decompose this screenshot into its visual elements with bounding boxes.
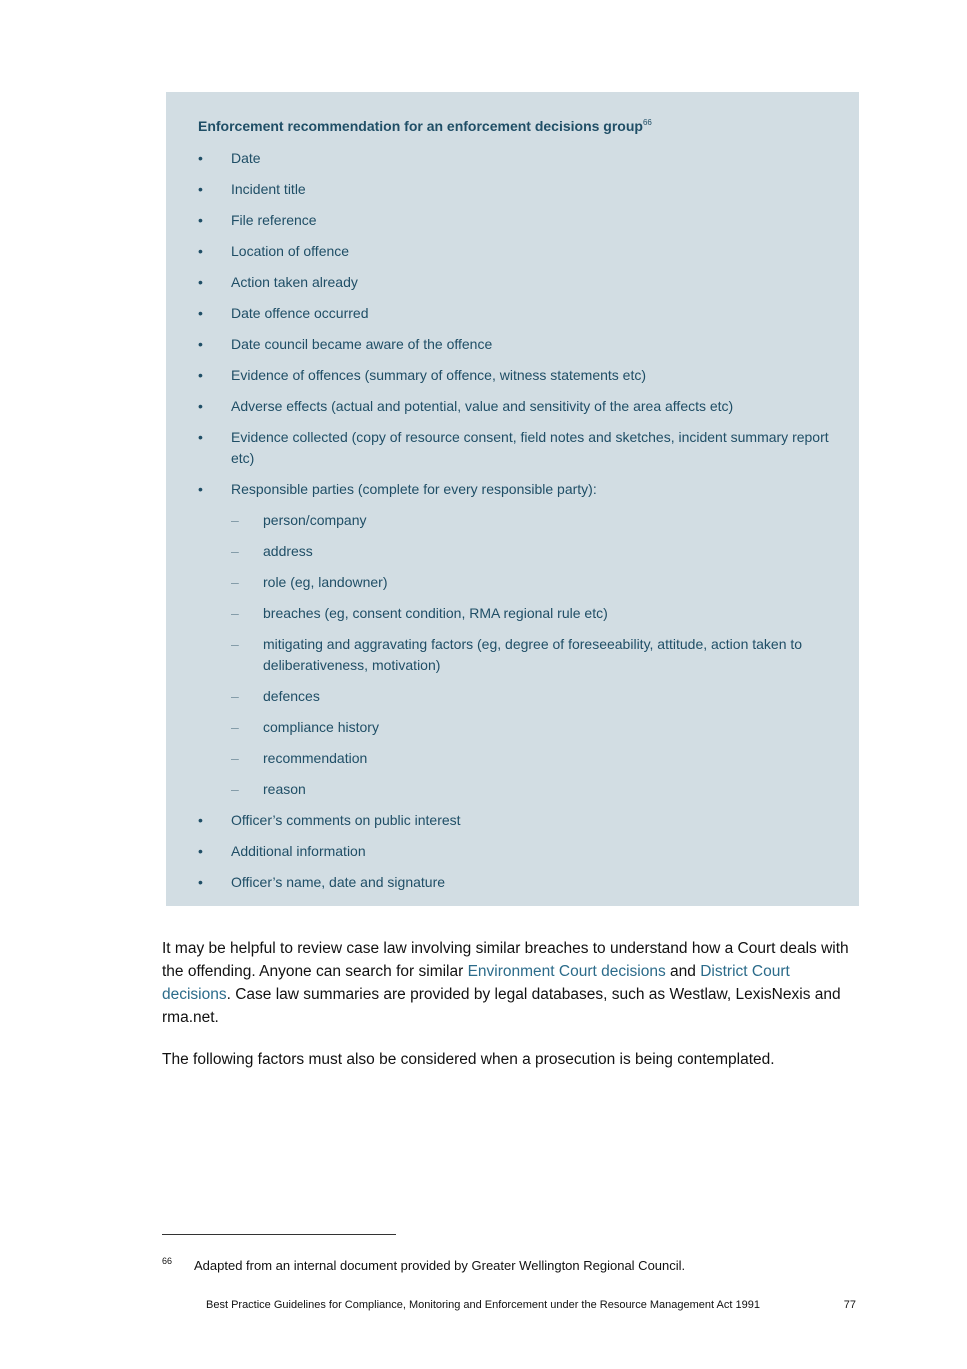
paragraph-text: . Case law summaries are provided by legal databases, such as Westlaw, LexisNexis and rma.net. (162, 986, 841, 1026)
bullet-icon: • (198, 812, 203, 828)
list-item-responsible-parties (198, 479, 829, 800)
environment-court-link[interactable]: Environment Court decisions (467, 963, 666, 980)
list-item (198, 427, 829, 469)
bullet-icon: • (198, 398, 203, 414)
bullet-icon: • (198, 843, 203, 859)
bullet-icon: • (198, 429, 203, 445)
list-item-text: Adverse effects (actual and potential, value and sensitivity of the area affects etc) (231, 398, 734, 414)
factors-paragraph: The following factors must also be considered when a prosecution is being contemplated. (162, 1051, 775, 1068)
sub-list-item (231, 603, 829, 624)
list-item-text: File reference (231, 212, 317, 228)
list-item (198, 303, 829, 324)
dash-icon: – (231, 719, 239, 735)
sub-list-item (231, 686, 829, 707)
dash-icon: – (231, 636, 239, 652)
bullet-icon: • (198, 305, 203, 321)
footnote-divider (162, 1234, 396, 1235)
list-item (198, 148, 829, 169)
footnote-number: 66 (162, 1256, 173, 1266)
list-item (198, 365, 829, 386)
sub-list-item (231, 541, 829, 562)
bullet-icon: • (198, 212, 203, 228)
paragraph-text: It may be helpful to review case law involving similar breaches to understand how a Court deals with the offending. Anyone can search for similar (162, 940, 849, 980)
list-item-text: Officer’s comments on public interest (231, 812, 461, 828)
list-item (198, 396, 829, 417)
sub-list-item-text: defences (263, 688, 320, 704)
bullet-icon: • (198, 336, 203, 352)
list-item-text: Officer’s name, date and signature (231, 874, 446, 890)
footnote (162, 1252, 685, 1275)
footnote-text: Adapted from an internal document provided by Greater Wellington Regional Council. (194, 1258, 686, 1273)
sub-list-item-text: address (263, 543, 313, 559)
bullet-icon: • (198, 181, 203, 197)
sub-item-list (231, 510, 829, 800)
sub-list-item-text: reason (263, 781, 306, 797)
list-item (198, 179, 829, 200)
case-law-paragraph (162, 937, 862, 1029)
sub-list-item (231, 510, 829, 531)
dash-icon: – (231, 512, 239, 528)
sub-list-item (231, 748, 829, 769)
sub-list-item (231, 572, 829, 593)
list-item-text: Location of offence (231, 243, 350, 259)
sub-list-item (231, 779, 829, 800)
list-item (198, 210, 829, 231)
sub-list-item (231, 634, 829, 676)
list-item (198, 841, 829, 862)
dash-icon: – (231, 543, 239, 559)
district-court-link[interactable]: District Court decisions (162, 963, 790, 1003)
dash-icon: – (231, 605, 239, 621)
list-item-text: Additional information (231, 843, 366, 859)
sub-list-item-text: breaches (eg, consent condition, RMA regional rule etc) (263, 605, 608, 621)
box-title-text: Enforcement recommendation for an enforcement decisions group (198, 118, 643, 134)
footer-title: Best Practice Guidelines for Compliance, Monitoring and Enforcement under the Resource Management Act 1991 (206, 1299, 760, 1311)
item-list (198, 148, 829, 893)
list-item (198, 810, 829, 831)
list-item-text: Incident title (231, 181, 306, 197)
list-item-text: Date offence occurred (231, 305, 369, 321)
sub-list-item-text: recommendation (263, 750, 368, 766)
list-item-text: Responsible parties (complete for every responsible party): (231, 481, 597, 497)
list-item (198, 334, 829, 355)
dash-icon: – (231, 781, 239, 797)
sub-list-item-text: person/company (263, 512, 367, 528)
sub-list-item (231, 717, 829, 738)
footnote-ref[interactable]: 66 (642, 118, 652, 127)
list-item-text: Date council became aware of the offence (231, 336, 493, 352)
dash-icon: – (231, 688, 239, 704)
bullet-icon: • (198, 243, 203, 259)
sub-list-item-text: mitigating and aggravating factors (eg, degree of foreseeability, attitude, action taken to deliberativeness, motivation) (263, 636, 803, 673)
page-footer (206, 1298, 856, 1313)
sub-list-item-text: role (eg, landowner) (263, 574, 388, 590)
bullet-icon: • (198, 481, 203, 497)
list-item (198, 872, 829, 893)
dash-icon: – (231, 750, 239, 766)
paragraph-text: and (665, 963, 701, 980)
bullet-icon: • (198, 150, 203, 166)
list-item (198, 272, 829, 293)
bullet-icon: • (198, 367, 203, 383)
list-item-text: Date (231, 150, 261, 166)
enforcement-recommendation-box (166, 92, 859, 906)
dash-icon: – (231, 574, 239, 590)
list-item (198, 241, 829, 262)
list-item-text: Action taken already (231, 274, 358, 290)
list-item-text: Evidence collected (copy of resource consent, field notes and sketches, incident summary report etc) (231, 429, 829, 466)
bullet-icon: • (198, 874, 203, 890)
bullet-icon: • (198, 274, 203, 290)
sub-list-item-text: compliance history (263, 719, 379, 735)
box-title (198, 114, 829, 135)
list-item-text: Evidence of offences (summary of offence, witness statements etc) (231, 367, 647, 383)
page-number: 77 (843, 1299, 856, 1311)
